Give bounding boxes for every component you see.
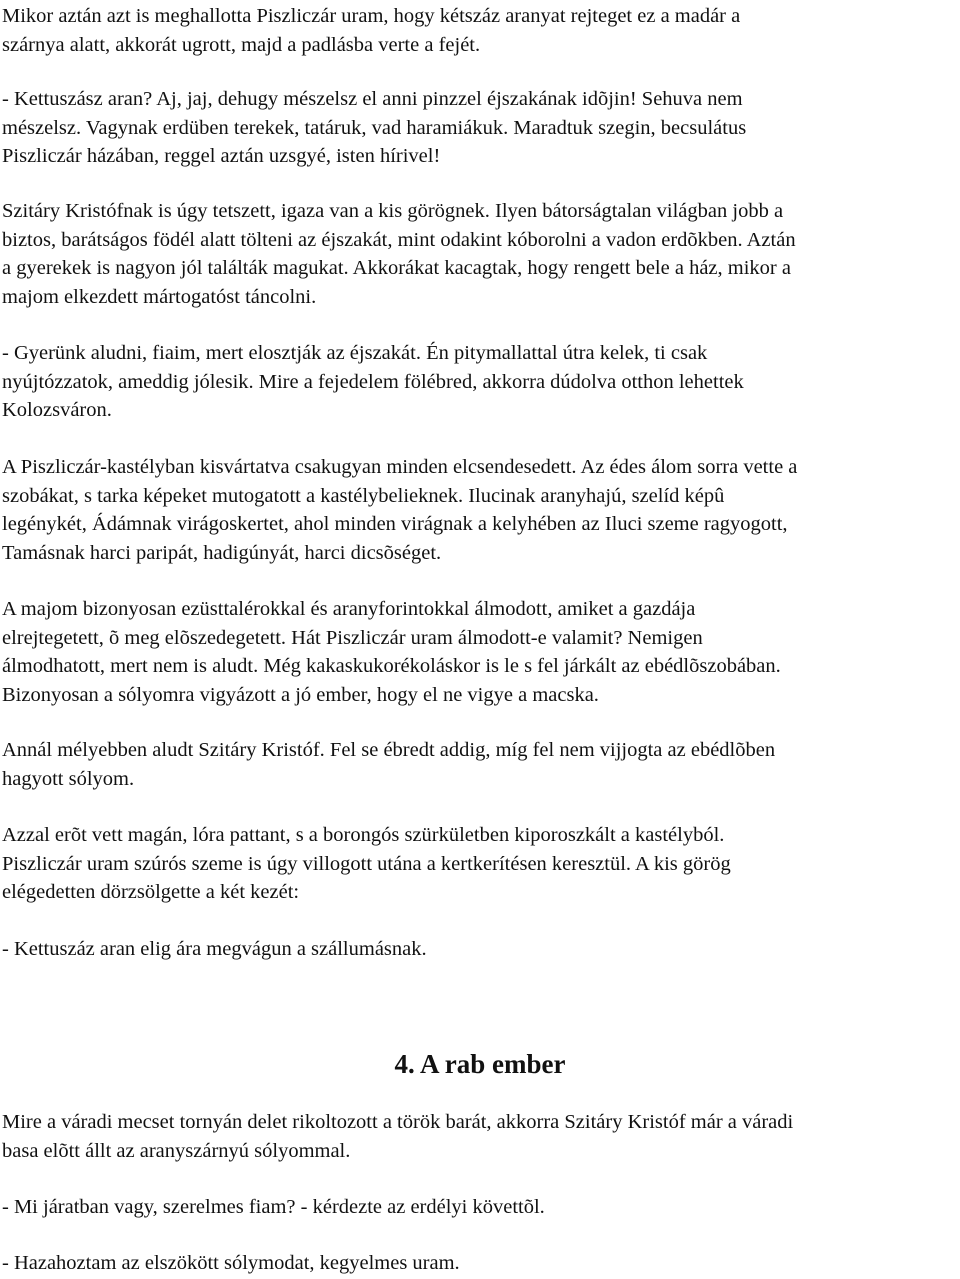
- paragraph-greek-quote: - Kettuszáz aran elig ára megvágun a szállumásnak.: [2, 938, 427, 960]
- paragraph-go-to-sleep: - Gyerünk aludni, fiaim, mert elosztják az éjszakát. Én pitymallattal útra kelek, ti csak nyújtózzatok, ameddig jólesik. Mire a fejedelem fölébred, akkorra dúdolva otthon lehettek Kolozsváron.: [2, 342, 744, 421]
- paragraph-piszliczar-hears-gold: Mikor aztán azt is meghallotta Piszliczár uram, hogy kétszáz aranyat rejteget ez a madár a szárnya alatt, akkorát ugrott, majd a padlásba verte a fejét.: [2, 5, 741, 56]
- paragraph-kristof-answers: - Hazahoztam az elszökött sólymodat, kegyelmes uram.: [2, 1252, 460, 1274]
- paragraph-varad-mosque: Mire a váradi mecset tornyán delet rikoltozott a török barát, akkorra Szitáry Kristóf már a váradi basa elõtt állt az aranyszárnyú sólyommal.: [2, 1111, 794, 1162]
- paragraph-kristof-sleeps: Annál mélyebben aludt Szitáry Kristóf. Fel se ébredt addig, míg fel nem vijjogta az ebédlõben hagyott sólyom.: [2, 739, 776, 790]
- paragraph-kristof-leaves: Azzal erõt vett magán, lóra pattant, s a borongós szürkületben kiporoszkált a kastélyból. Piszliczár uram szúrós szeme is úgy villogott utána a kertkerítésen keresztül. A kis görög elégedetten dörzsölgette a két kezét:: [2, 824, 731, 903]
- paragraph-kristof-agrees: Szitáry Kristófnak is úgy tetszett, igaza van a kis görögnek. Ilyen bátorságtalan világban jobb a biztos, barátságos födél alatt tölteni az éjszakát, mint odakint kóborolni a vadon erdõkben. Aztán a gyerekek is nagyon jól találták magukat. Akkorákat kacagtak, hogy rengett bele a ház, mikor a majom elkezdett mártogatóst táncolni.: [2, 200, 796, 308]
- paragraph-castle-quiet: A Piszliczár-kastélyban kisvártatva csakugyan minden elcsendesedett. Az édes álom sorra vette a szobákat, s tarka képeket mutogatott a kastélybelieknek. Ilucinak aranyhajú, szelíd képû legénykét, Ádámnak virágoskertet, ahol minden virágnak a kelyhében az Iluci szeme ragyogott, Tamásnak harci paripát, hadigúnyát, harci dicsõséget.: [2, 456, 798, 564]
- paragraph-monkey-dreams: A majom bizonyosan ezüsttalérokkal és aranyforintokkal álmodott, amiket a gazdája elrejtegetett, õ meg elõszedegetett. Hát Piszliczár uram álmodott-e valamit? Nemigen álmodhatott, mert nem is aludt. Még kakaskukorékoláskor is le s fel járkált az ebédlõszobában. Bizonyosan a sólyomra vigyázott a jó ember, hogy el ne vigye a macska.: [2, 598, 781, 706]
- paragraph-greek-warns-night: - Kettuszász aran? Aj, jaj, dehugy mészelsz el anni pinzzel éjszakának idõjin! Sehuva nem mészelsz. Vagynak erdüben terekek, tatáruk, vad haramiákuk. Maradtuk szegin, becsulátus Piszliczár házában, reggel aztán uzsgyé, isten hírivel!: [2, 88, 747, 167]
- paragraph-pasha-asks: - Mi járatban vagy, szerelmes fiam? - kérdezte az erdélyi követtõl.: [2, 1196, 545, 1218]
- chapter-heading: 4. A rab ember: [394, 1049, 566, 1079]
